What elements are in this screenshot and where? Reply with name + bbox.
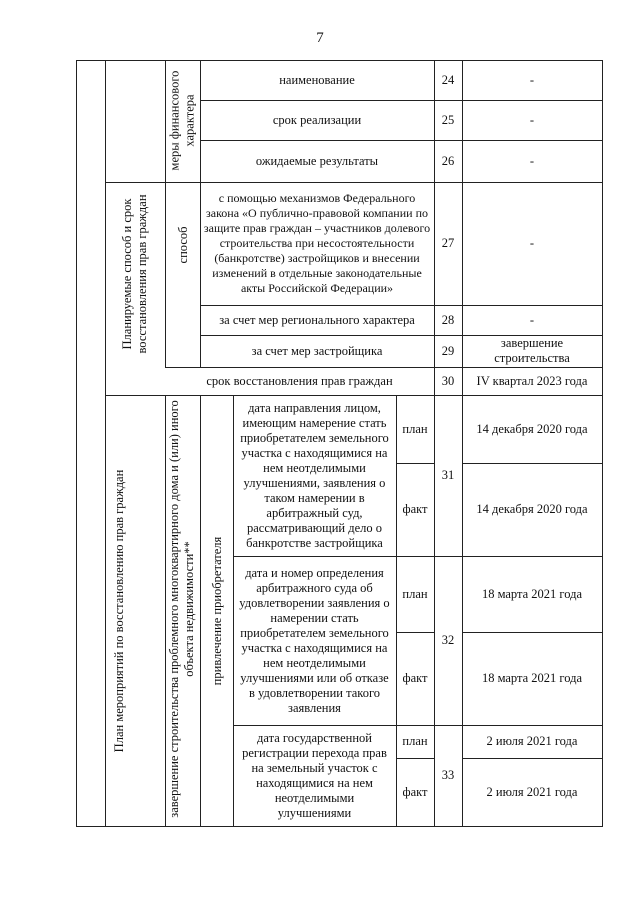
row-29-number: 29 (441, 343, 455, 358)
row-33-label: дата государственной регистрации перехода прав на земельный участок с находящимися на нем неотделимыми улучшениями (242, 730, 387, 820)
attraction-label: привлечение приобретателя (209, 536, 224, 686)
row-30-label: срок восстановления прав граждан (206, 373, 393, 388)
row-33-fact-label: факт (402, 784, 428, 799)
row-25-value: - (529, 112, 535, 127)
row-32-fact-label: факт (402, 671, 428, 685)
row-33-number: 33 (441, 768, 455, 782)
completion-label: завершение строительства проблемного многоквартирного дома и (или) иного объекта недвижимости** (167, 400, 196, 818)
row-29-label: за счет мер застройщика (251, 343, 383, 358)
row-31-number: 31 (441, 468, 455, 482)
row-24-label: наименование (279, 72, 355, 87)
row-32-plan-value: 18 марта 2021 года (481, 586, 583, 601)
row-28-number: 28 (441, 312, 455, 327)
row-24-number: 24 (441, 72, 455, 87)
row-31-label: дата направления лицом, имеющим намерение стать приобретателем земельного участка с находящимися на нем неотделимыми улучшениями, заявления о таком намерении в арбитражный суд, рассматривающий дело о банкротстве застройщика (240, 400, 389, 550)
row-25-label: срок реализации (272, 112, 362, 127)
row-31-fact-label: факт (402, 502, 428, 516)
row-33-fact-value: 2 июля 2021 года (486, 784, 578, 799)
row-26-label: ожидаемые результаты (255, 153, 379, 168)
row-32-number: 32 (441, 633, 455, 647)
row-27-label: с помощью механизмов Федерального закона «О публично-правовой компании по защите прав граждан – участников долевого строительства при несостоятельности (банкротстве) застройщиков и внесении изменений в отдельные законодательные акты Российской Федерации» (203, 191, 431, 295)
page-number: 7 (316, 30, 324, 46)
row-28-label: за счет мер регионального характера (219, 312, 415, 327)
row-24-value: - (529, 72, 535, 87)
row-26-number: 26 (441, 153, 455, 168)
row-33-plan-value: 2 июля 2021 года (486, 734, 578, 748)
row-30-number: 30 (441, 373, 455, 388)
action-plan-label: План мероприятий по восстановлению прав граждан (111, 469, 126, 753)
row-32-fact-value: 18 марта 2021 года (481, 671, 583, 685)
row-31-plan-label: план (402, 421, 428, 436)
row-27-number: 27 (441, 236, 455, 250)
row-31-fact-value: 14 декабря 2020 года (476, 502, 588, 516)
row-30-value: IV квартал 2023 года (476, 373, 588, 388)
row-32-plan-label: план (402, 586, 428, 601)
planned-method-label: Планируемые способ и срок восстановления прав граждан (120, 194, 149, 354)
row-28-value: - (529, 312, 535, 327)
method-label: способ (175, 226, 190, 264)
row-29-value: завершение строительства (494, 336, 570, 365)
row-31-plan-value: 14 декабря 2020 года (476, 421, 588, 436)
row-25-number: 25 (441, 112, 455, 127)
row-33-plan-label: план (402, 734, 428, 748)
row-32-label: дата и номер определения арбитражного суда об удовлетворении заявления о намерении стать приобретателем земельного участка с находящимися на нем неотделимыми улучшениями или об отказе в удовлетворении такого заявления (239, 565, 390, 715)
financial-measures-label: меры финансового характера (167, 70, 196, 171)
row-27-value: - (529, 236, 535, 250)
row-26-value: - (529, 153, 535, 168)
